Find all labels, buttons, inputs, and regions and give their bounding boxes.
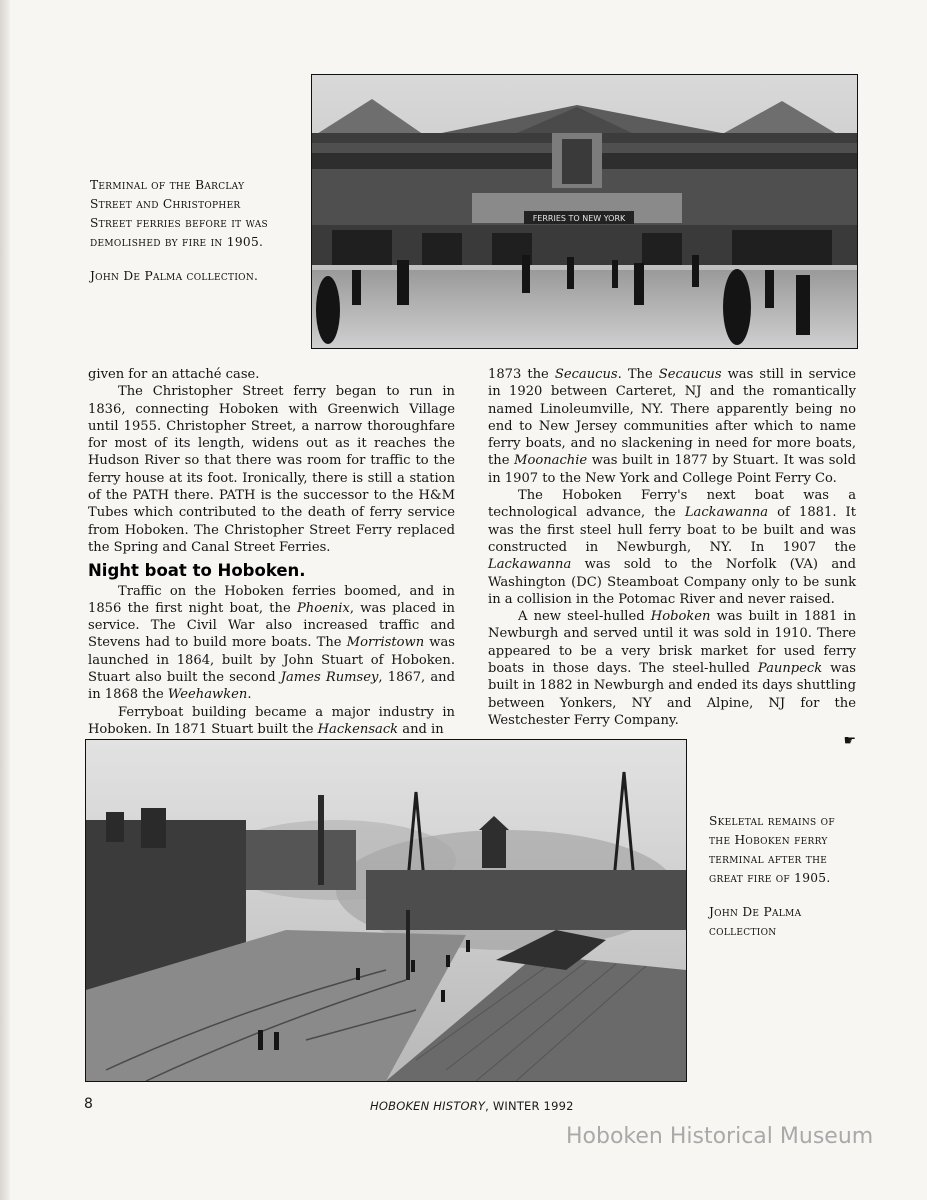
boat-name-secaucus: Secaucus: [554, 367, 618, 382]
boat-name-moonachie: Moonachie: [514, 453, 588, 469]
top-caption-credit: John De Palma collection.: [90, 269, 259, 283]
museum-watermark: Hoboken Historical Museum: [566, 1124, 874, 1149]
issue-label: , WINTER 1992: [485, 1099, 574, 1113]
page-binding-shadow: [0, 0, 10, 1200]
end-of-article-icon: ☛: [843, 733, 856, 750]
bottom-caption-text: Skeletal remains of the Hoboken ferry terminal after the great fire of 1905.: [709, 814, 835, 885]
continued-paragraph: given for an attaché case.: [88, 367, 260, 382]
right-text-column: [488, 366, 856, 751]
bottom-photo-caption: [709, 812, 857, 941]
ferry-terminal-photo: [311, 74, 858, 349]
boat-name-hackensack: Hackensack: [317, 721, 399, 737]
bottom-caption-credit: John De Palma collection: [709, 905, 802, 938]
christopher-street-paragraph: The Christopher Street ferry began to run in 1836, connecting Hoboken with Greenwich Village until 1955. Christopher Street, a narrow thoroughfare for most of its length, widens out as it reaches the Hudson River so that there was room for traffic to the ferry house at its foot. Ironically, there is still a station of the PATH there. PATH is the successor to the H&M Tubes which contributed to the death of ferry service from Hoboken. The Christopher Street Ferry replaced the Spring and Canal Street Ferries.: [88, 384, 455, 555]
boat-name-morristown: Morristown: [346, 635, 425, 651]
boat-name-hoboken: Hoboken: [650, 609, 711, 625]
boat-name-secaucus-2: Secaucus: [658, 367, 722, 382]
boat-name-james-rumsey: James Rumsey: [280, 670, 379, 686]
page-number: 8: [84, 1096, 93, 1112]
publication-footer: [370, 1099, 574, 1113]
boat-name-lackawanna: Lackawanna: [684, 505, 769, 521]
secaucus-paragraph: 1873 the Secaucus. The Secaucus was still in service in 1920 between Carteret, NJ and the romantically named Linoleumville, NY. There apparently being no end to New Jersey communities after which to name ferry boats, and no slackening in need for more boats, the Moonachie was built in 1877 by Stuart. It was sold in 1907 to the New York and College Point Ferry Co.: [488, 367, 856, 486]
ferry-sign-text: FERRIES TO NEW YORK: [532, 214, 626, 223]
lackawanna-paragraph: The Hoboken Ferry's next boat was a technological advance, the Lackawanna of 1881. It was the first steel hull ferry boat to be built and was constructed in Newburgh, NY. In 1907 the Lackawanna was sold to the Norfolk (VA) and Washington (DC) Steamboat Company only to be sunk in a collision in the Potomac River and never raised.: [488, 488, 856, 607]
section-heading: Night boat to Hoboken.: [88, 561, 306, 581]
top-caption-text: Terminal of the Barclay Street and Christopher Street ferries before it was demolished by fire in 1905.: [90, 178, 269, 249]
boat-name-paunpeck: Paunpeck: [757, 661, 823, 677]
ferryboat-building-paragraph: Ferryboat building became a major industry in Hoboken. In 1871 Stuart built the Hackensack and in: [88, 704, 455, 737]
left-text-column: [88, 366, 455, 738]
boat-name-weehawken: Weehawken: [167, 687, 248, 703]
night-boat-paragraph: Traffic on the Hoboken ferries boomed, and in 1856 the first night boat, the Phoenix, was placed in service. The Civil War also increased traffic and Stevens had to build more boats. The Morristown was launched in 1864, built by John Stuart of Hoboken. Stuart also built the second James Rumsey, 1867, and in 1868 the Weehawken.: [88, 583, 455, 703]
ferry-terminal-illustration: [312, 75, 857, 348]
hoboken-paragraph: A new steel-hulled Hoboken was built in 1881 in Newburgh and served until it was sold in 1910. There appeared to be a very brisk market for used ferry boats in those days. The steel-hulled Paunpeck was built in 1882 in Newburgh and ended its days shuttling between Yonkers, NY and Alpine, NJ for the Westchester Ferry Company.: [488, 609, 856, 728]
fire-ruins-photo: [85, 739, 687, 1082]
boat-name-phoenix: Phoenix: [296, 600, 350, 616]
top-photo-caption: [90, 176, 286, 286]
publication-name: HOBOKEN HISTORY: [370, 1099, 486, 1113]
boat-name-lackawanna-2: Lackawanna: [488, 557, 572, 573]
fire-ruins-illustration: [86, 740, 686, 1081]
